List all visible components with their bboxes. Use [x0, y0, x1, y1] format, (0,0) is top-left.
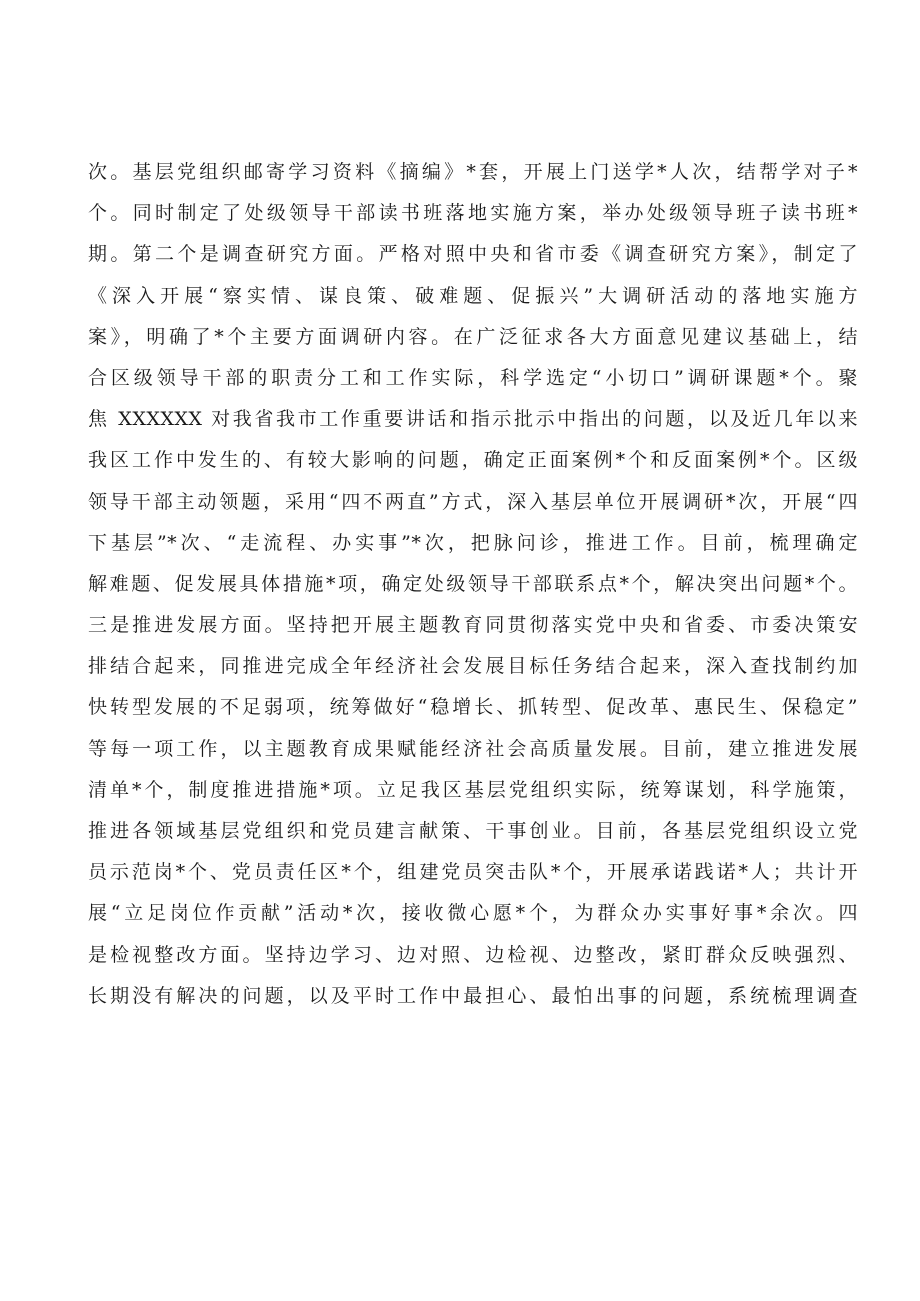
- text-line: 是检视整改方面。坚持边学习、边对照、边检视、边整改，紧盯群众反映强烈、: [88, 943, 858, 966]
- text-line: 长期没有解决的问题，以及平时工作中最担心、最怕出事的问题，系统梳理调查: [88, 984, 858, 1007]
- text-line: 领导干部主动领题，采用“四不两直”方式，深入基层单位开展调研*次，开展“四: [88, 490, 858, 513]
- text-line: 下基层”*次、“走流程、办实事”*次，把脉问诊，推进工作。目前，梳理确定: [88, 531, 858, 554]
- text-line: 清单*个，制度推进措施*项。立足我区基层党组织实际，统筹谋划，科学施策，: [88, 778, 858, 801]
- text-line: 等每一项工作，以主题教育成果赋能经济社会高质量发展。目前，建立推进发展: [88, 737, 858, 760]
- text-line: 《深入开展“察实情、谋良策、破难题、促振兴”大调研活动的落地实施方: [88, 284, 858, 307]
- text-line: 员示范岗*个、党员责任区*个，组建党员突击队*个，开展承诺践诺*人；共计开: [88, 861, 858, 884]
- text-line: 三是推进发展方面。坚持把开展主题教育同贯彻落实党中央和省委、市委决策安: [88, 614, 858, 637]
- text-line: 合区级领导干部的职责分工和工作实际，科学选定“小切口”调研课题*个。聚: [88, 366, 858, 389]
- text-line: 我区工作中发生的、有较大影响的问题，确定正面案例*个和反面案例*个。区级: [88, 449, 858, 472]
- text-line: 推进各领域基层党组织和党员建言献策、干事创业。目前，各基层党组织设立党: [88, 820, 858, 842]
- text-line: 焦 XXXXXX 对我省我市工作重要讲话和指示批示中指出的问题，以及近几年以来: [88, 408, 858, 431]
- text-line: 次。基层党组织邮寄学习资料《摘编》*套，开展上门送学*人次，结帮学对子*: [88, 161, 858, 183]
- text-line: 个。同时制定了处级领导干部读书班落地实施方案，举办处级领导班子读书班*: [88, 202, 858, 225]
- text-line: 排结合起来，同推进完成全年经济社会发展目标任务结合起来，深入查找制约加: [88, 655, 858, 678]
- text-line: 期。第二个是调查研究方面。严格对照中央和省市委《调查研究方案》，制定了: [88, 243, 858, 266]
- text-line: 展“立足岗位作贡献”活动*次，接收微心愿*个，为群众办实事好事*余次。四: [88, 902, 858, 925]
- text-line: 快转型发展的不足弱项，统筹做好“稳增长、抓转型、促改革、惠民生、保稳定”: [88, 696, 858, 719]
- text-line: 解难题、促发展具体措施*项，确定处级领导干部联系点*个，解决突出问题*个。: [88, 572, 858, 595]
- body-text: [88, 152, 858, 1017]
- text-line: 案》，明确了*个主要方面调研内容。在广泛征求各大方面意见建议基础上，结: [88, 325, 858, 348]
